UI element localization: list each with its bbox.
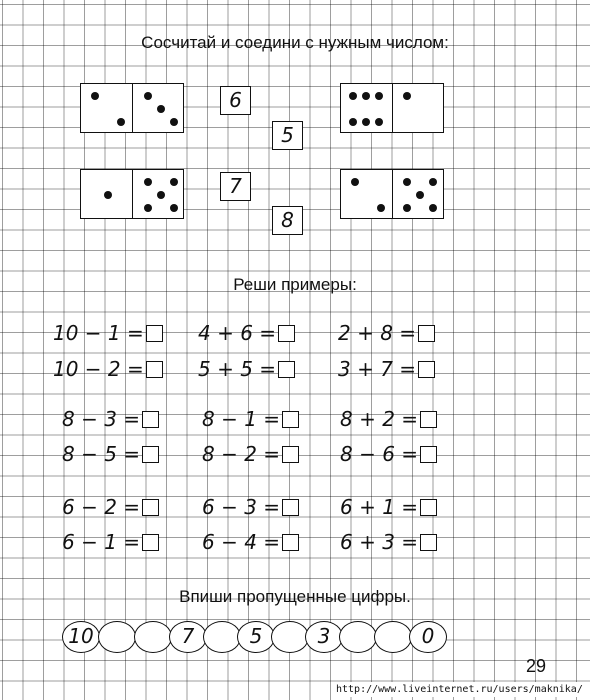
example-text: 6 − 3 =: [202, 495, 281, 519]
example-text: 8 + 2 =: [340, 407, 419, 431]
math-example[interactable]: [340, 441, 437, 467]
number-box[interactable]: 8: [272, 206, 303, 235]
number-box[interactable]: 6: [220, 86, 251, 115]
math-example[interactable]: [62, 494, 159, 520]
example-text: 8 − 1 =: [202, 407, 281, 431]
sequence-circle[interactable]: [134, 621, 172, 653]
number-box[interactable]: 5: [272, 121, 303, 150]
sequence-circle[interactable]: [339, 621, 377, 653]
sequence-circle[interactable]: 0: [409, 621, 447, 653]
math-example[interactable]: [202, 494, 299, 520]
answer-box[interactable]: [146, 325, 163, 342]
answer-box[interactable]: [282, 534, 299, 551]
domino-divider: [132, 84, 133, 132]
math-example[interactable]: [62, 441, 159, 467]
domino-dot: [170, 118, 178, 126]
answer-box[interactable]: [420, 446, 437, 463]
domino-dot: [144, 204, 152, 212]
domino-divider: [132, 170, 133, 218]
domino-card: [340, 169, 444, 219]
domino-divider: [392, 170, 393, 218]
domino-divider: [392, 84, 393, 132]
domino-dot: [170, 204, 178, 212]
sequence-circle[interactable]: [271, 621, 309, 653]
domino-dot: [429, 178, 437, 186]
example-text: 8 − 6 =: [340, 442, 419, 466]
math-example[interactable]: [202, 529, 299, 555]
example-text: 4 + 6 =: [198, 321, 277, 345]
answer-box[interactable]: [282, 446, 299, 463]
example-text: 3 + 7 =: [338, 357, 417, 381]
answer-box[interactable]: [142, 499, 159, 516]
math-example[interactable]: [340, 406, 437, 432]
domino-dot: [375, 118, 383, 126]
sequence-circle[interactable]: [203, 621, 241, 653]
example-text: 6 − 4 =: [202, 530, 281, 554]
answer-box[interactable]: [420, 534, 437, 551]
section3-title: Впиши пропущенные цифры.: [179, 587, 411, 606]
math-example[interactable]: [53, 356, 163, 382]
example-text: 10 − 2 =: [53, 357, 144, 381]
example-text: 2 + 8 =: [338, 321, 417, 345]
answer-box[interactable]: [420, 411, 437, 428]
section1-title: Сосчитай и соедини с нужным числом:: [141, 33, 449, 52]
answer-box[interactable]: [278, 361, 295, 378]
answer-box[interactable]: [418, 325, 435, 342]
domino-dot: [157, 191, 165, 199]
example-text: 6 − 2 =: [62, 495, 141, 519]
math-example[interactable]: [340, 494, 437, 520]
example-text: 5 + 5 =: [198, 357, 277, 381]
section2-title: Реши примеры:: [233, 275, 357, 294]
answer-box[interactable]: [418, 361, 435, 378]
example-text: 6 + 3 =: [340, 530, 419, 554]
domino-dot: [375, 92, 383, 100]
answer-box[interactable]: [146, 361, 163, 378]
domino-dot: [144, 178, 152, 186]
watermark-url: http://www.liveinternet.ru/users/maknika/: [336, 682, 588, 697]
sequence-circle[interactable]: [374, 621, 412, 653]
math-example[interactable]: [338, 320, 435, 346]
math-example[interactable]: [53, 320, 163, 346]
math-example[interactable]: [198, 356, 295, 382]
math-example[interactable]: [338, 356, 435, 382]
domino-dot: [157, 105, 165, 113]
sequence-circle[interactable]: [98, 621, 136, 653]
sequence-circle[interactable]: 3: [305, 621, 343, 653]
example-text: 6 + 1 =: [340, 495, 419, 519]
math-example[interactable]: [62, 406, 159, 432]
number-box[interactable]: 7: [220, 172, 251, 201]
math-example[interactable]: [340, 529, 437, 555]
answer-box[interactable]: [142, 411, 159, 428]
domino-dot: [144, 92, 152, 100]
math-example[interactable]: [202, 441, 299, 467]
answer-box[interactable]: [420, 499, 437, 516]
example-text: 10 − 1 =: [53, 321, 144, 345]
math-example[interactable]: [202, 406, 299, 432]
domino-dot: [403, 204, 411, 212]
sequence-circle[interactable]: 10: [62, 621, 100, 653]
domino-dot: [362, 118, 370, 126]
domino-dot: [429, 204, 437, 212]
answer-box[interactable]: [278, 325, 295, 342]
answer-box[interactable]: [282, 411, 299, 428]
domino-card: [80, 169, 184, 219]
domino-dot: [416, 191, 424, 199]
math-example[interactable]: [198, 320, 295, 346]
domino-card: [340, 83, 444, 133]
answer-box[interactable]: [282, 499, 299, 516]
answer-box[interactable]: [142, 534, 159, 551]
domino-dot: [403, 178, 411, 186]
domino-dot: [362, 92, 370, 100]
example-text: 8 − 5 =: [62, 442, 141, 466]
domino-card: [80, 83, 184, 133]
domino-dot: [351, 178, 359, 186]
domino-dot: [104, 191, 112, 199]
sequence-circle[interactable]: 7: [169, 621, 207, 653]
example-text: 8 − 3 =: [62, 407, 141, 431]
sequence-circle[interactable]: 5: [237, 621, 275, 653]
domino-dot: [91, 92, 99, 100]
math-example[interactable]: [62, 529, 159, 555]
page-number: 29: [526, 656, 547, 676]
example-text: 8 − 2 =: [202, 442, 281, 466]
domino-dot: [117, 118, 125, 126]
domino-dot: [349, 118, 357, 126]
domino-dot: [170, 178, 178, 186]
answer-box[interactable]: [142, 446, 159, 463]
domino-dot: [349, 92, 357, 100]
domino-dot: [403, 92, 411, 100]
example-text: 6 − 1 =: [62, 530, 141, 554]
domino-dot: [377, 204, 385, 212]
